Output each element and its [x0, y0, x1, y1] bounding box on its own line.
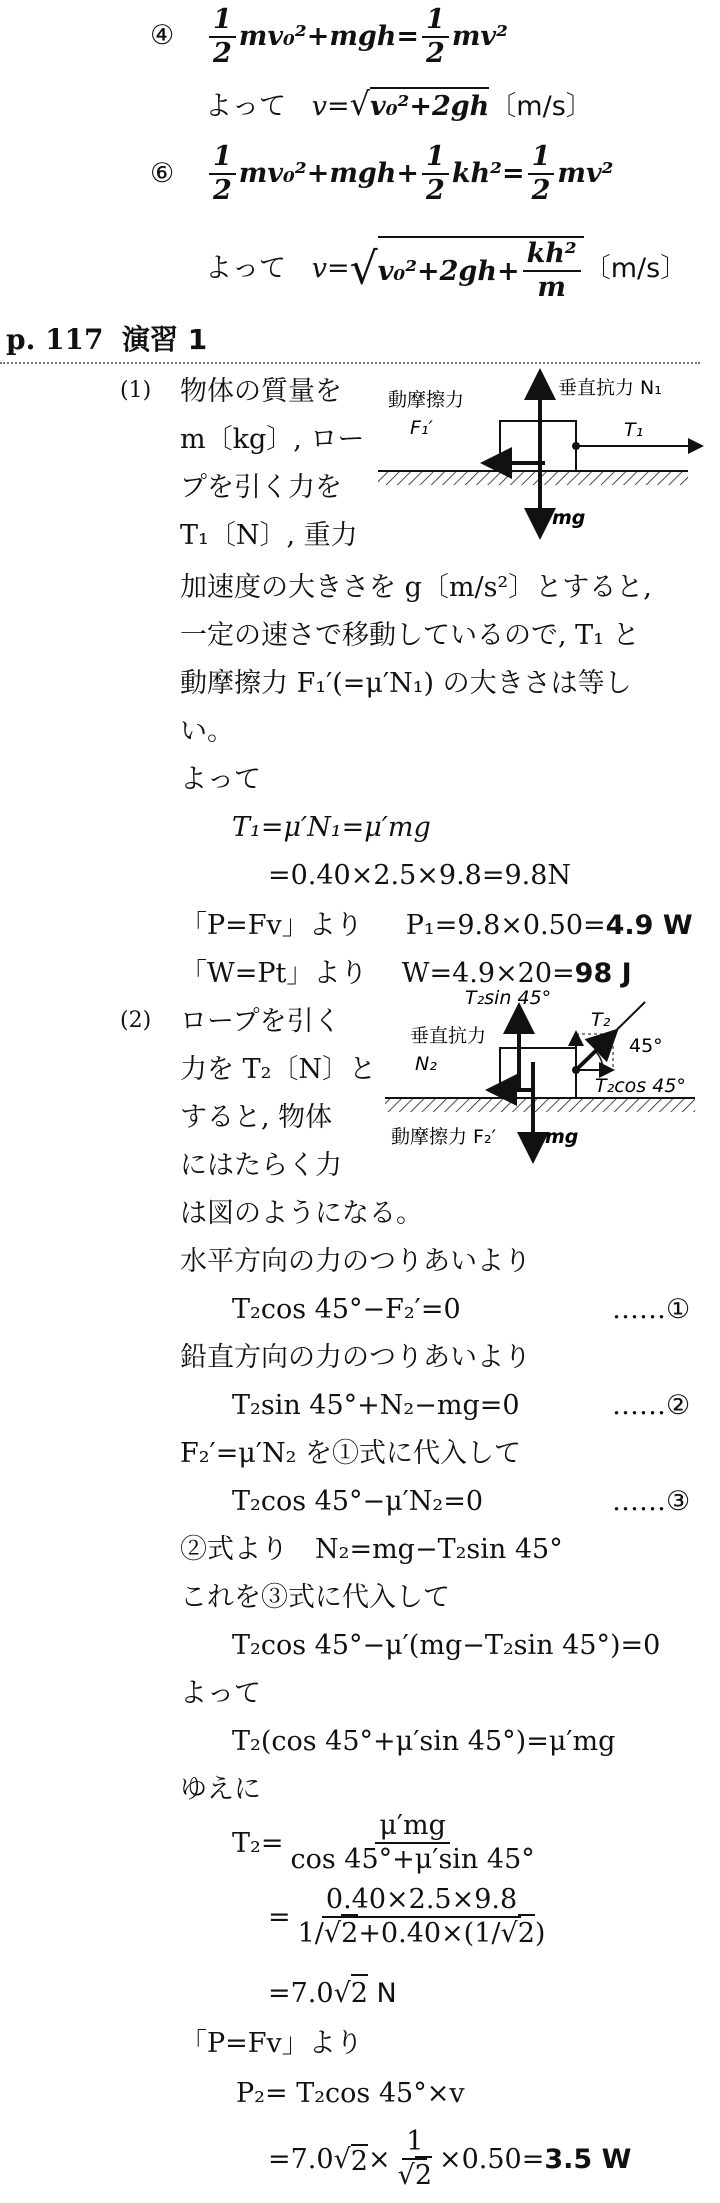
part1-cont: 一定の速さで移動しているので, T₁ と [180, 620, 640, 651]
friction-label: 動摩擦力 F₂′ [391, 1126, 496, 1148]
angle-arc [595, 1051, 603, 1070]
t2sin-label: T₂sin 45° [465, 987, 552, 1009]
answer-4-result: よって v=√v₀²+2gh〔m/s〕 [205, 85, 593, 123]
tension-point [572, 442, 580, 450]
part2-p-label: 「P=Fv」より [180, 2028, 363, 2059]
t2cos-label: T₂cos 45° [595, 1075, 686, 1097]
part2-eq-4: T₂cos 45°−μ′(mg−T₂sin 45°)=0 [232, 1630, 661, 1661]
part1-line: プを引く力を [180, 472, 342, 503]
friction-label: 動摩擦力 [388, 389, 465, 411]
answer-6-equation: $\frac{1}{2}$ mv₀²+mgh+ $\frac{1}{2}$ kh²= $\frac{1}{2}$ mv² [206, 143, 614, 206]
normal-force-label: 垂直抗力 N₁ [558, 377, 662, 399]
part2-line: にはたらく力 [180, 1150, 342, 1181]
part2-number: (2) [120, 1008, 152, 1033]
answer-6-result: よって v=√ v₀²+2gh+ $\frac{\text{kh²}}{m}$ 〔m/s〕 [205, 238, 688, 304]
section-title: 演習 1 [122, 323, 208, 356]
part1-eq1: T₁=μ′N₁=μ′mg [232, 812, 431, 843]
ground-hatch [378, 471, 688, 485]
normal-force-label: 垂直抗力 [410, 1025, 487, 1047]
part1-line: T₁〔N〕, 重力 [180, 520, 358, 551]
answer-4-equation: $\frac{1}{2}$ mv₀²+mgh= $\frac{1}{2}$ mv² [206, 6, 508, 69]
part2-force-diagram [385, 987, 715, 1170]
weight-label: mg [552, 507, 586, 529]
part2-t2-result: =7.0√2 N [268, 1980, 397, 2007]
ground-hatch [385, 1098, 695, 1112]
part2-h-label: 水平方向の力のつりあいより [180, 1246, 531, 1277]
eq-mark-3: ……③ [612, 1486, 691, 1517]
part2-t2-fraction: T₂= $\frac{\mu'mg}{\cos 45^\circ+\mu'\sin 45^\circ}$ [232, 1810, 535, 1876]
part2-eq-h: T₂cos 45°−F₂′=0 [232, 1294, 461, 1325]
part1-number: (1) [120, 378, 152, 403]
part2-from2: ②式より N₂=mg−T₂sin 45° [180, 1534, 563, 1565]
part2-yueni: ゆえに [180, 1774, 261, 1805]
t2-label: T₂ [591, 1009, 611, 1031]
t2-arrow [576, 1034, 613, 1070]
angle-label: 45° [629, 1035, 663, 1057]
part1-cont: 加速度の大きさを g〔m/s²〕とすると, [180, 572, 652, 603]
part2-p-final: =7.0 √ 2 × $\frac{1}{√2}$ ×0.50= 3.5 W [268, 2126, 632, 2192]
part2-line: は図のようになる。 [180, 1198, 423, 1229]
part2-eq-3: T₂cos 45°−μ′N₂=0 [232, 1486, 484, 1517]
part2-v-label: 鉛直方向の力のつりあいより [180, 1342, 531, 1373]
part2-eq-5: T₂(cos 45°+μ′sin 45°)=μ′mg [232, 1726, 616, 1757]
answer-4-number: ④ [150, 20, 175, 51]
part2-line: ロープを引く [180, 1006, 341, 1037]
friction-symbol: F₁′ [410, 417, 433, 439]
part2-t2-numeric: = $\frac{0.40\times 2.5\times 9.8}{1/√2+0.40\times(1/√2)}$ [268, 1884, 546, 1950]
part1-line: 物体の質量を [180, 376, 342, 407]
part2-p-eq: P₂= T₂cos 45°×v [236, 2078, 465, 2109]
part1-work: 「W=Pt」より W=4.9×20=98 J [180, 958, 632, 989]
section-divider [0, 362, 700, 364]
eq-mark-2: ……② [612, 1390, 691, 1421]
part1-force-diagram [380, 366, 710, 536]
part1-cont: い。 [180, 716, 234, 747]
part2-line: すると, 物体 [180, 1102, 333, 1133]
part1-cont: 動摩擦力 F₁′(=μ′N₁) の大きさは等し [180, 668, 632, 699]
part2-eq-v: T₂sin 45°+N₂−mg=0 [232, 1390, 520, 1421]
part2-sub-label: F₂′=μ′N₂ を①式に代入して [180, 1438, 522, 1469]
tension-label: T₁ [624, 419, 644, 441]
part2-line: 力を T₂〔N〕と [180, 1054, 377, 1085]
eq-mark-1: ……① [612, 1294, 691, 1325]
part1-yotte: よって [180, 764, 261, 795]
part2-yotte: よって [180, 1678, 261, 1709]
part1-eq2: =0.40×2.5×9.8=9.8N [268, 860, 572, 891]
part1-power: 「P=Fv」より P₁=9.8×0.50=4.9 W [180, 910, 693, 941]
weight-label: mg [545, 1126, 579, 1148]
part2-sub3: これを③式に代入して [180, 1582, 450, 1613]
n2-label: N₂ [415, 1053, 437, 1075]
answer-6-number: ⑥ [150, 158, 175, 189]
part1-line: m〔kg〕, ロー [180, 424, 365, 455]
page-reference: p. 117 [6, 323, 104, 356]
tension-point [572, 1066, 580, 1074]
